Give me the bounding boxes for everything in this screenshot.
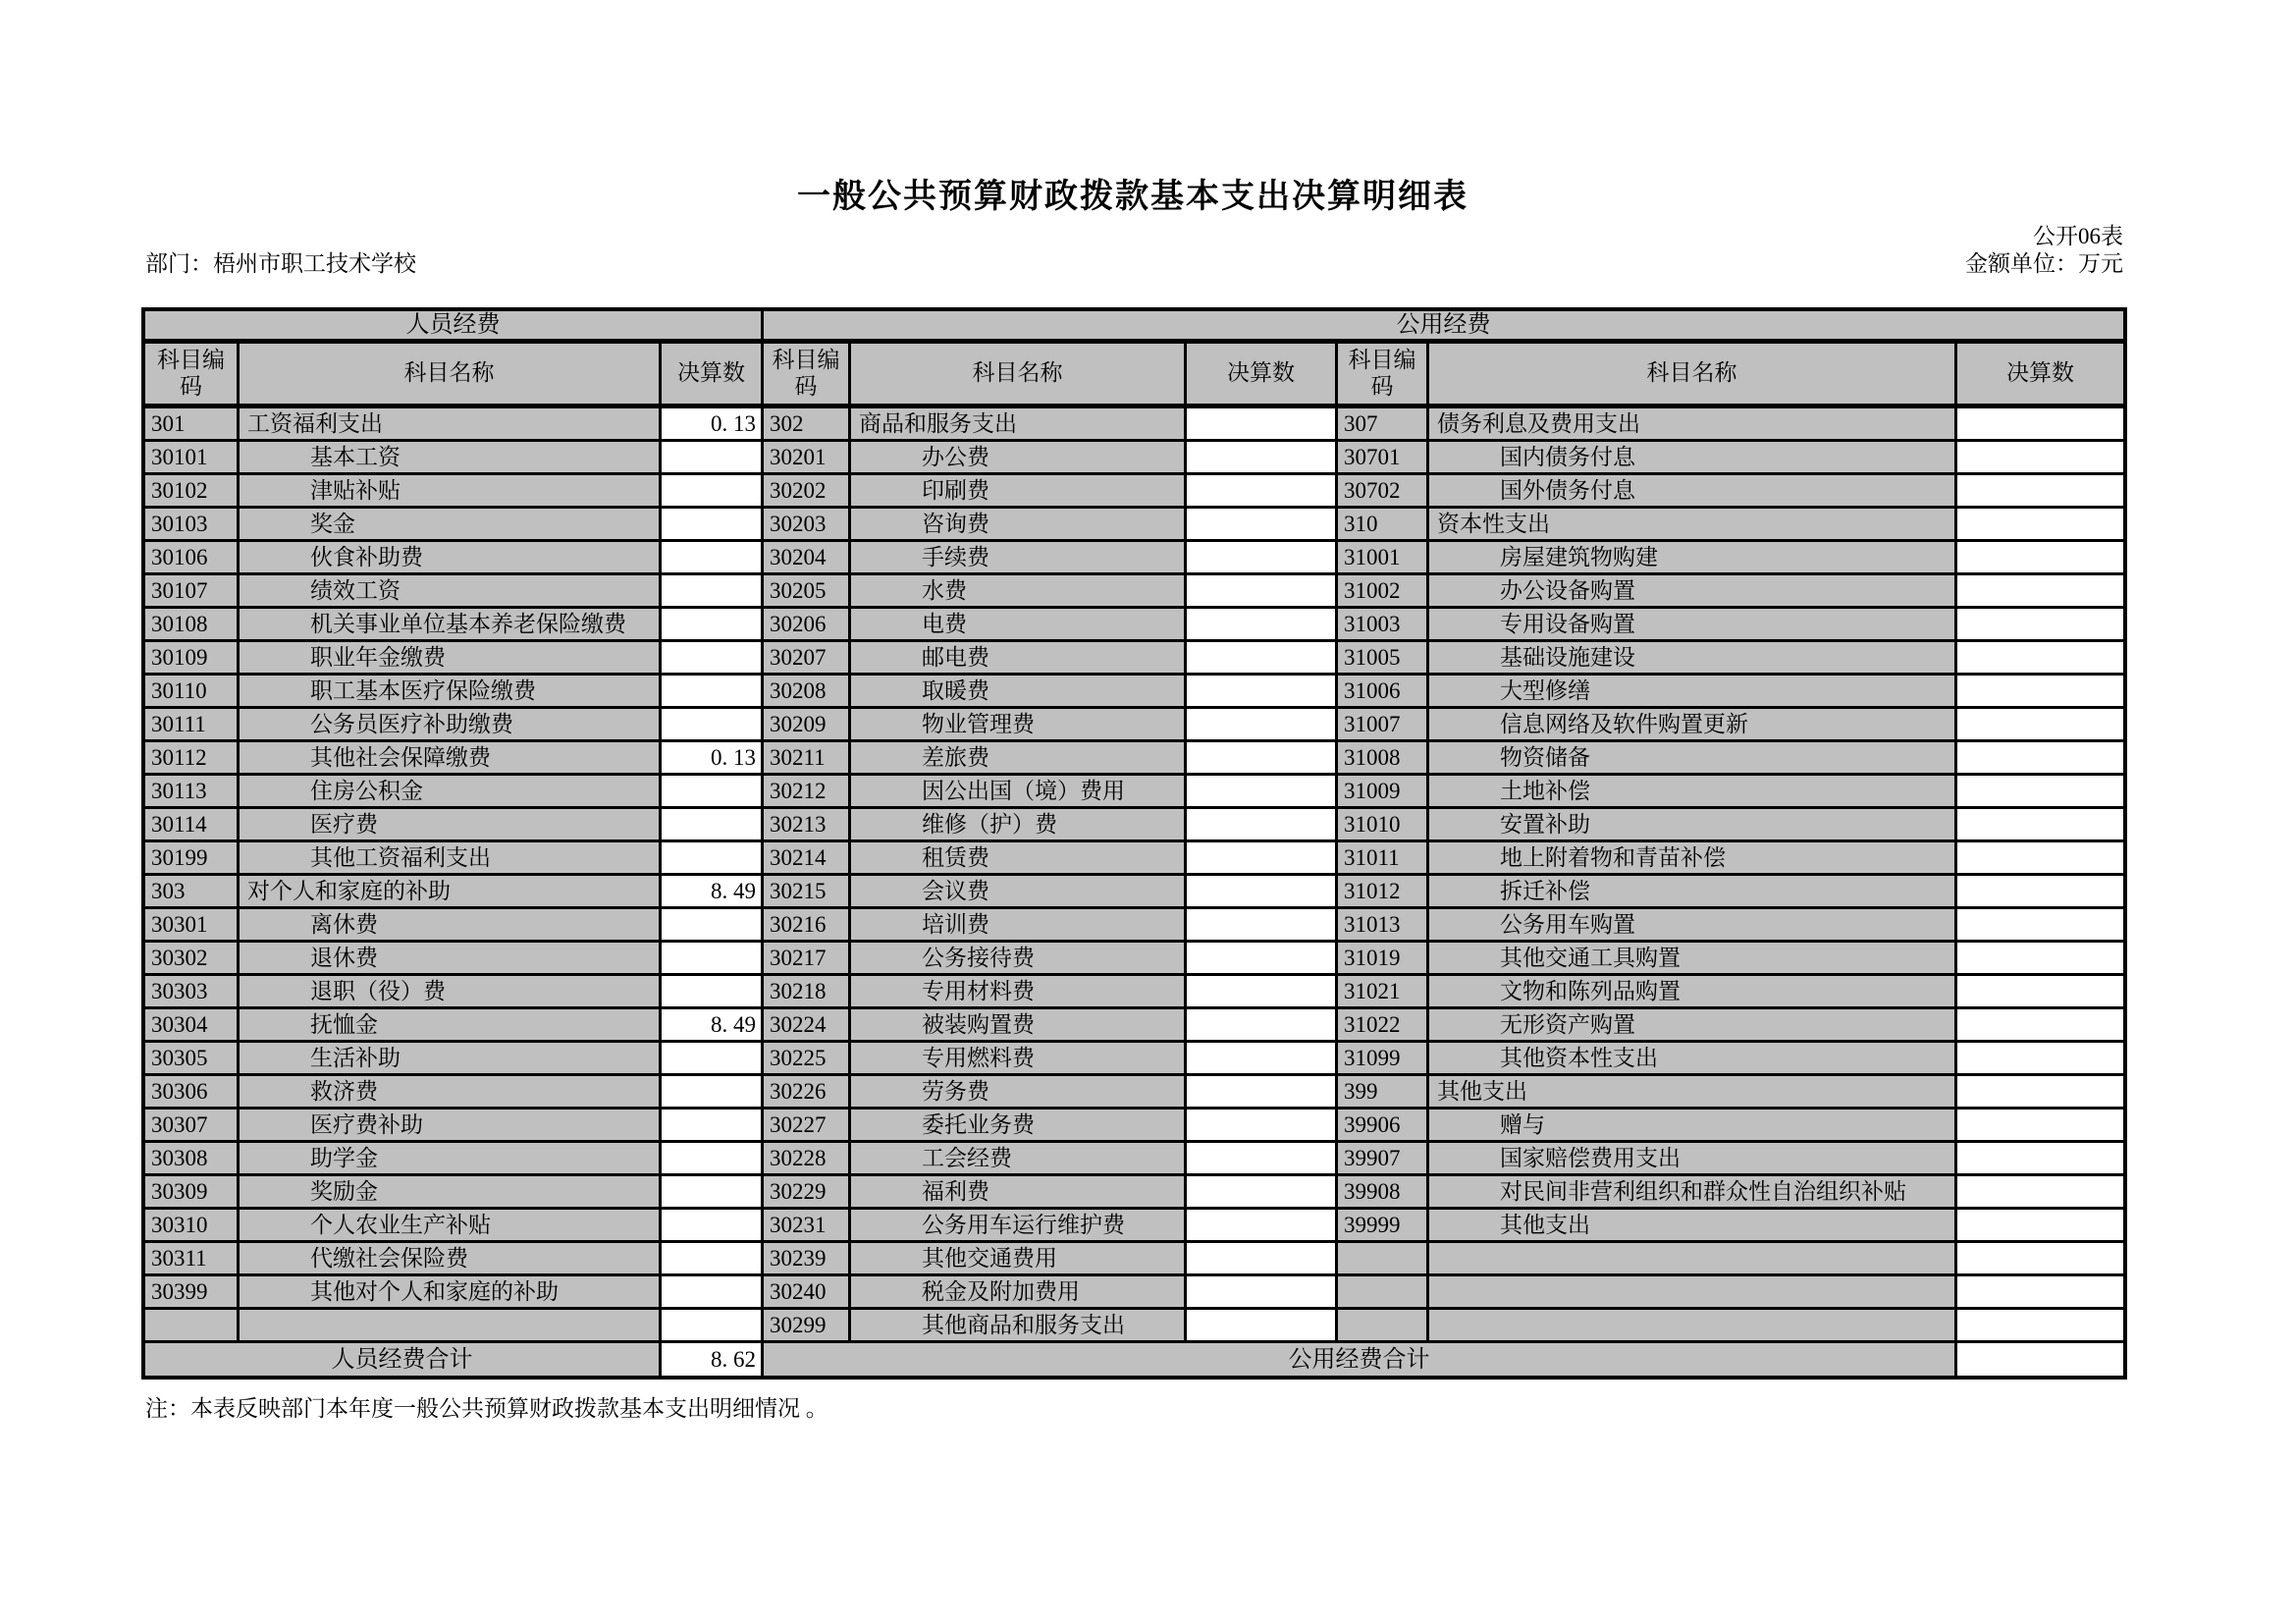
value-cell	[1187, 442, 1338, 475]
column-header-code: 科目编码	[764, 344, 851, 408]
name-cell: 其他商品和服务支出	[851, 1310, 1187, 1343]
name-cell: 伙食补助费	[240, 542, 662, 575]
value-cell	[1957, 408, 2123, 442]
value-cell	[662, 575, 764, 609]
group-header-public: 公用经费	[764, 311, 2123, 344]
value-cell	[662, 809, 764, 842]
personnel-total-label: 人员经费合计	[145, 1343, 662, 1376]
code-cell: 31003	[1338, 609, 1429, 642]
code-cell: 30103	[145, 509, 240, 542]
code-cell: 30216	[764, 909, 851, 943]
name-cell: 奖金	[240, 509, 662, 542]
name-cell: 基础设施建设	[1429, 642, 1957, 676]
value-cell	[1957, 1310, 2123, 1343]
column-header-value: 决算数	[662, 344, 764, 408]
name-cell: 公务用车运行维护费	[851, 1210, 1187, 1243]
name-cell: 国家赔偿费用支出	[1429, 1143, 1957, 1176]
name-cell: 专用材料费	[851, 976, 1187, 1009]
name-cell: 地上附着物和青苗补偿	[1429, 842, 1957, 876]
value-cell	[1187, 642, 1338, 676]
name-cell: 物业管理费	[851, 709, 1187, 742]
value-cell	[1957, 1143, 2123, 1176]
value-cell	[1957, 1110, 2123, 1143]
name-cell: 维修（护）费	[851, 809, 1187, 842]
value-cell	[662, 509, 764, 542]
code-cell: 30218	[764, 976, 851, 1009]
value-cell	[1957, 575, 2123, 609]
code-cell	[145, 1310, 240, 1343]
code-cell: 30307	[145, 1110, 240, 1143]
code-cell: 30228	[764, 1143, 851, 1176]
name-cell: 水费	[851, 575, 1187, 609]
name-cell: 代缴社会保险费	[240, 1243, 662, 1276]
name-cell: 住房公积金	[240, 776, 662, 809]
name-cell: 国外债务付息	[1429, 475, 1957, 509]
code-cell: 30225	[764, 1043, 851, 1076]
code-cell: 31010	[1338, 809, 1429, 842]
name-cell: 信息网络及软件购置更新	[1429, 709, 1957, 742]
name-cell: 救济费	[240, 1076, 662, 1110]
unit-label: 金额单位：万元	[1965, 251, 2123, 276]
name-cell: 专用燃料费	[851, 1043, 1187, 1076]
code-cell: 31002	[1338, 575, 1429, 609]
value-cell	[1957, 709, 2123, 742]
code-cell: 301	[145, 408, 240, 442]
name-cell: 公务接待费	[851, 943, 1187, 976]
name-cell: 土地补偿	[1429, 776, 1957, 809]
code-cell: 31006	[1338, 676, 1429, 709]
value-cell	[1187, 976, 1338, 1009]
name-cell: 职工基本医疗保险缴费	[240, 676, 662, 709]
name-cell: 因公出国（境）费用	[851, 776, 1187, 809]
name-cell: 手续费	[851, 542, 1187, 575]
code-cell: 30302	[145, 943, 240, 976]
column-header-name: 科目名称	[851, 344, 1187, 408]
name-cell: 奖励金	[240, 1176, 662, 1210]
name-cell: 其他工资福利支出	[240, 842, 662, 876]
value-cell	[1187, 1143, 1338, 1176]
value-cell	[1187, 1176, 1338, 1210]
name-cell: 办公费	[851, 442, 1187, 475]
name-cell: 其他资本性支出	[1429, 1043, 1957, 1076]
name-cell: 医疗费	[240, 809, 662, 842]
code-cell: 31013	[1338, 909, 1429, 943]
name-cell: 个人农业生产补贴	[240, 1210, 662, 1243]
code-cell: 31099	[1338, 1043, 1429, 1076]
value-cell	[662, 842, 764, 876]
name-cell: 拆迁补偿	[1429, 876, 1957, 909]
name-cell: 安置补助	[1429, 809, 1957, 842]
name-cell: 房屋建筑物购建	[1429, 542, 1957, 575]
code-cell: 30702	[1338, 475, 1429, 509]
code-cell: 39907	[1338, 1143, 1429, 1176]
name-cell: 退休费	[240, 943, 662, 976]
name-cell: 赠与	[1429, 1110, 1957, 1143]
name-cell: 生活补助	[240, 1043, 662, 1076]
value-cell	[1957, 475, 2123, 509]
value-cell	[662, 709, 764, 742]
name-cell: 租赁费	[851, 842, 1187, 876]
name-cell: 专用设备购置	[1429, 609, 1957, 642]
code-cell: 31022	[1338, 1009, 1429, 1043]
value-cell	[662, 609, 764, 642]
value-cell	[1187, 408, 1338, 442]
value-cell	[1957, 509, 2123, 542]
name-cell: 工会经费	[851, 1143, 1187, 1176]
code-cell: 307	[1338, 408, 1429, 442]
name-cell: 退职（役）费	[240, 976, 662, 1009]
name-cell: 无形资产购置	[1429, 1009, 1957, 1043]
name-cell: 邮电费	[851, 642, 1187, 676]
value-cell	[662, 943, 764, 976]
name-cell: 印刷费	[851, 475, 1187, 509]
value-cell	[662, 1210, 764, 1243]
value-cell	[1187, 475, 1338, 509]
code-cell: 30209	[764, 709, 851, 742]
value-cell	[1957, 943, 2123, 976]
name-cell: 取暖费	[851, 676, 1187, 709]
code-cell: 30306	[145, 1076, 240, 1110]
value-cell	[1957, 1076, 2123, 1110]
name-cell: 会议费	[851, 876, 1187, 909]
name-cell: 津贴补贴	[240, 475, 662, 509]
name-cell: 其他对个人和家庭的补助	[240, 1276, 662, 1310]
footnote: 注：本表反映部门本年度一般公共预算财政拨款基本支出明细情况 。	[145, 1396, 828, 1421]
code-cell: 30229	[764, 1176, 851, 1210]
value-cell	[1957, 842, 2123, 876]
name-cell: 办公设备购置	[1429, 575, 1957, 609]
value-cell	[1957, 1276, 2123, 1310]
code-cell: 399	[1338, 1076, 1429, 1110]
column-header-code: 科目编码	[145, 344, 240, 408]
name-cell: 劳务费	[851, 1076, 1187, 1110]
department-label: 部门：梧州市职工技术学校	[145, 251, 416, 276]
name-cell	[1429, 1310, 1957, 1343]
code-cell: 30310	[145, 1210, 240, 1243]
value-cell	[662, 1243, 764, 1276]
code-cell: 30701	[1338, 442, 1429, 475]
public-total-label: 公用经费合计	[764, 1343, 1957, 1376]
name-cell: 文物和陈列品购置	[1429, 976, 1957, 1009]
value-cell	[1957, 776, 2123, 809]
name-cell: 资本性支出	[1429, 509, 1957, 542]
name-cell: 医疗费补助	[240, 1110, 662, 1143]
code-cell: 30212	[764, 776, 851, 809]
code-cell: 30202	[764, 475, 851, 509]
value-cell	[1187, 1276, 1338, 1310]
code-cell: 30106	[145, 542, 240, 575]
name-cell	[1429, 1276, 1957, 1310]
name-cell: 商品和服务支出	[851, 408, 1187, 442]
name-cell: 基本工资	[240, 442, 662, 475]
code-cell: 30299	[764, 1310, 851, 1343]
code-cell: 31012	[1338, 876, 1429, 909]
code-cell: 30113	[145, 776, 240, 809]
value-cell	[1957, 976, 2123, 1009]
name-cell: 税金及附加费用	[851, 1276, 1187, 1310]
public-total-value	[1957, 1343, 2123, 1376]
value-cell	[1957, 1210, 2123, 1243]
code-cell: 30399	[145, 1276, 240, 1310]
value-cell	[1957, 1243, 2123, 1276]
value-cell	[662, 776, 764, 809]
code-cell: 39906	[1338, 1110, 1429, 1143]
code-cell	[1338, 1310, 1429, 1343]
code-cell: 30226	[764, 1076, 851, 1110]
value-cell: 0. 13	[662, 408, 764, 442]
value-cell	[1187, 909, 1338, 943]
code-cell: 30217	[764, 943, 851, 976]
name-cell	[1429, 1243, 1957, 1276]
code-cell: 31011	[1338, 842, 1429, 876]
code-cell: 30208	[764, 676, 851, 709]
code-cell: 30205	[764, 575, 851, 609]
value-cell	[1957, 1043, 2123, 1076]
code-cell: 30227	[764, 1110, 851, 1143]
budget-table	[141, 307, 2127, 1380]
name-cell: 其他支出	[1429, 1210, 1957, 1243]
value-cell	[662, 1110, 764, 1143]
name-cell: 绩效工资	[240, 575, 662, 609]
column-header-name: 科目名称	[240, 344, 662, 408]
name-cell: 机关事业单位基本养老保险缴费	[240, 609, 662, 642]
name-cell: 咨询费	[851, 509, 1187, 542]
code-cell: 30101	[145, 442, 240, 475]
value-cell	[1187, 1110, 1338, 1143]
code-cell: 30305	[145, 1043, 240, 1076]
code-cell: 30108	[145, 609, 240, 642]
name-cell: 福利费	[851, 1176, 1187, 1210]
value-cell	[1957, 909, 2123, 943]
name-cell: 其他社会保障缴费	[240, 742, 662, 776]
code-cell: 30207	[764, 642, 851, 676]
value-cell	[662, 1076, 764, 1110]
code-cell: 30102	[145, 475, 240, 509]
name-cell: 其他交通工具购置	[1429, 943, 1957, 976]
name-cell: 债务利息及费用支出	[1429, 408, 1957, 442]
code-cell: 30303	[145, 976, 240, 1009]
code-cell: 30301	[145, 909, 240, 943]
code-cell: 39999	[1338, 1210, 1429, 1243]
code-cell: 31009	[1338, 776, 1429, 809]
value-cell	[1957, 442, 2123, 475]
value-cell	[662, 1276, 764, 1310]
name-cell: 工资福利支出	[240, 408, 662, 442]
name-cell: 大型修缮	[1429, 676, 1957, 709]
column-header-value: 决算数	[1957, 344, 2123, 408]
column-header-name: 科目名称	[1429, 344, 1957, 408]
value-cell	[1957, 542, 2123, 575]
code-cell: 310	[1338, 509, 1429, 542]
column-header-code: 科目编码	[1338, 344, 1429, 408]
value-cell	[1957, 809, 2123, 842]
value-cell	[1187, 1043, 1338, 1076]
value-cell	[1187, 1243, 1338, 1276]
code-cell: 303	[145, 876, 240, 909]
value-cell	[1957, 1009, 2123, 1043]
code-cell: 30213	[764, 809, 851, 842]
code-cell: 30240	[764, 1276, 851, 1310]
code-cell: 30203	[764, 509, 851, 542]
code-cell: 302	[764, 408, 851, 442]
code-cell: 30231	[764, 1210, 851, 1243]
name-cell: 离休费	[240, 909, 662, 943]
value-cell	[1187, 776, 1338, 809]
name-cell: 培训费	[851, 909, 1187, 943]
code-cell: 30114	[145, 809, 240, 842]
code-cell: 30109	[145, 642, 240, 676]
value-cell	[662, 976, 764, 1009]
form-code-label: 公开06表	[2033, 224, 2123, 248]
value-cell	[1957, 876, 2123, 909]
value-cell	[662, 1143, 764, 1176]
code-cell: 31019	[1338, 943, 1429, 976]
value-cell	[1187, 842, 1338, 876]
name-cell: 被装购置费	[851, 1009, 1187, 1043]
name-cell: 助学金	[240, 1143, 662, 1176]
code-cell: 30111	[145, 709, 240, 742]
value-cell	[1187, 1310, 1338, 1343]
value-cell	[1957, 1176, 2123, 1210]
value-cell	[1187, 742, 1338, 776]
code-cell: 30214	[764, 842, 851, 876]
name-cell: 抚恤金	[240, 1009, 662, 1043]
code-cell: 30206	[764, 609, 851, 642]
code-cell: 30239	[764, 1243, 851, 1276]
value-cell	[1187, 1210, 1338, 1243]
code-cell: 30311	[145, 1243, 240, 1276]
value-cell: 8. 49	[662, 876, 764, 909]
value-cell	[1187, 876, 1338, 909]
name-cell	[240, 1310, 662, 1343]
value-cell	[662, 1310, 764, 1343]
code-cell: 30224	[764, 1009, 851, 1043]
name-cell: 物资储备	[1429, 742, 1957, 776]
name-cell: 委托业务费	[851, 1110, 1187, 1143]
value-cell	[662, 642, 764, 676]
value-cell	[1187, 943, 1338, 976]
value-cell	[1187, 542, 1338, 575]
name-cell: 对个人和家庭的补助	[240, 876, 662, 909]
value-cell	[1187, 609, 1338, 642]
value-cell	[662, 1176, 764, 1210]
code-cell: 30211	[764, 742, 851, 776]
value-cell	[662, 542, 764, 575]
code-cell	[1338, 1243, 1429, 1276]
code-cell: 30112	[145, 742, 240, 776]
code-cell: 31008	[1338, 742, 1429, 776]
code-cell: 30308	[145, 1143, 240, 1176]
code-cell: 31007	[1338, 709, 1429, 742]
value-cell	[1957, 742, 2123, 776]
name-cell: 差旅费	[851, 742, 1187, 776]
name-cell: 公务员医疗补助缴费	[240, 709, 662, 742]
name-cell: 职业年金缴费	[240, 642, 662, 676]
code-cell: 39908	[1338, 1176, 1429, 1210]
value-cell	[662, 909, 764, 943]
value-cell	[662, 442, 764, 475]
value-cell	[1187, 676, 1338, 709]
name-cell: 公务用车购置	[1429, 909, 1957, 943]
code-cell: 30309	[145, 1176, 240, 1210]
value-cell	[1187, 575, 1338, 609]
column-header-value: 决算数	[1187, 344, 1338, 408]
name-cell: 其他交通费用	[851, 1243, 1187, 1276]
value-cell	[1187, 509, 1338, 542]
personnel-total-value: 8. 62	[662, 1343, 764, 1376]
code-cell: 30199	[145, 842, 240, 876]
code-cell: 30204	[764, 542, 851, 575]
code-cell	[1338, 1276, 1429, 1310]
group-header-personnel: 人员经费	[145, 311, 764, 344]
code-cell: 30304	[145, 1009, 240, 1043]
name-cell: 国内债务付息	[1429, 442, 1957, 475]
value-cell	[1957, 609, 2123, 642]
value-cell	[1957, 676, 2123, 709]
value-cell	[662, 676, 764, 709]
value-cell: 0. 13	[662, 742, 764, 776]
value-cell	[1187, 1076, 1338, 1110]
value-cell	[1957, 642, 2123, 676]
code-cell: 30201	[764, 442, 851, 475]
code-cell: 30107	[145, 575, 240, 609]
code-cell: 31005	[1338, 642, 1429, 676]
value-cell	[662, 1043, 764, 1076]
code-cell: 30215	[764, 876, 851, 909]
value-cell	[662, 475, 764, 509]
page-title: 一般公共预算财政拨款基本支出决算明细表	[797, 179, 1468, 215]
code-cell: 30110	[145, 676, 240, 709]
value-cell: 8. 49	[662, 1009, 764, 1043]
name-cell: 对民间非营利组织和群众性自治组织补贴	[1429, 1176, 1957, 1210]
name-cell: 其他支出	[1429, 1076, 1957, 1110]
code-cell: 31021	[1338, 976, 1429, 1009]
code-cell: 31001	[1338, 542, 1429, 575]
name-cell: 电费	[851, 609, 1187, 642]
value-cell	[1187, 709, 1338, 742]
value-cell	[1187, 809, 1338, 842]
value-cell	[1187, 1009, 1338, 1043]
